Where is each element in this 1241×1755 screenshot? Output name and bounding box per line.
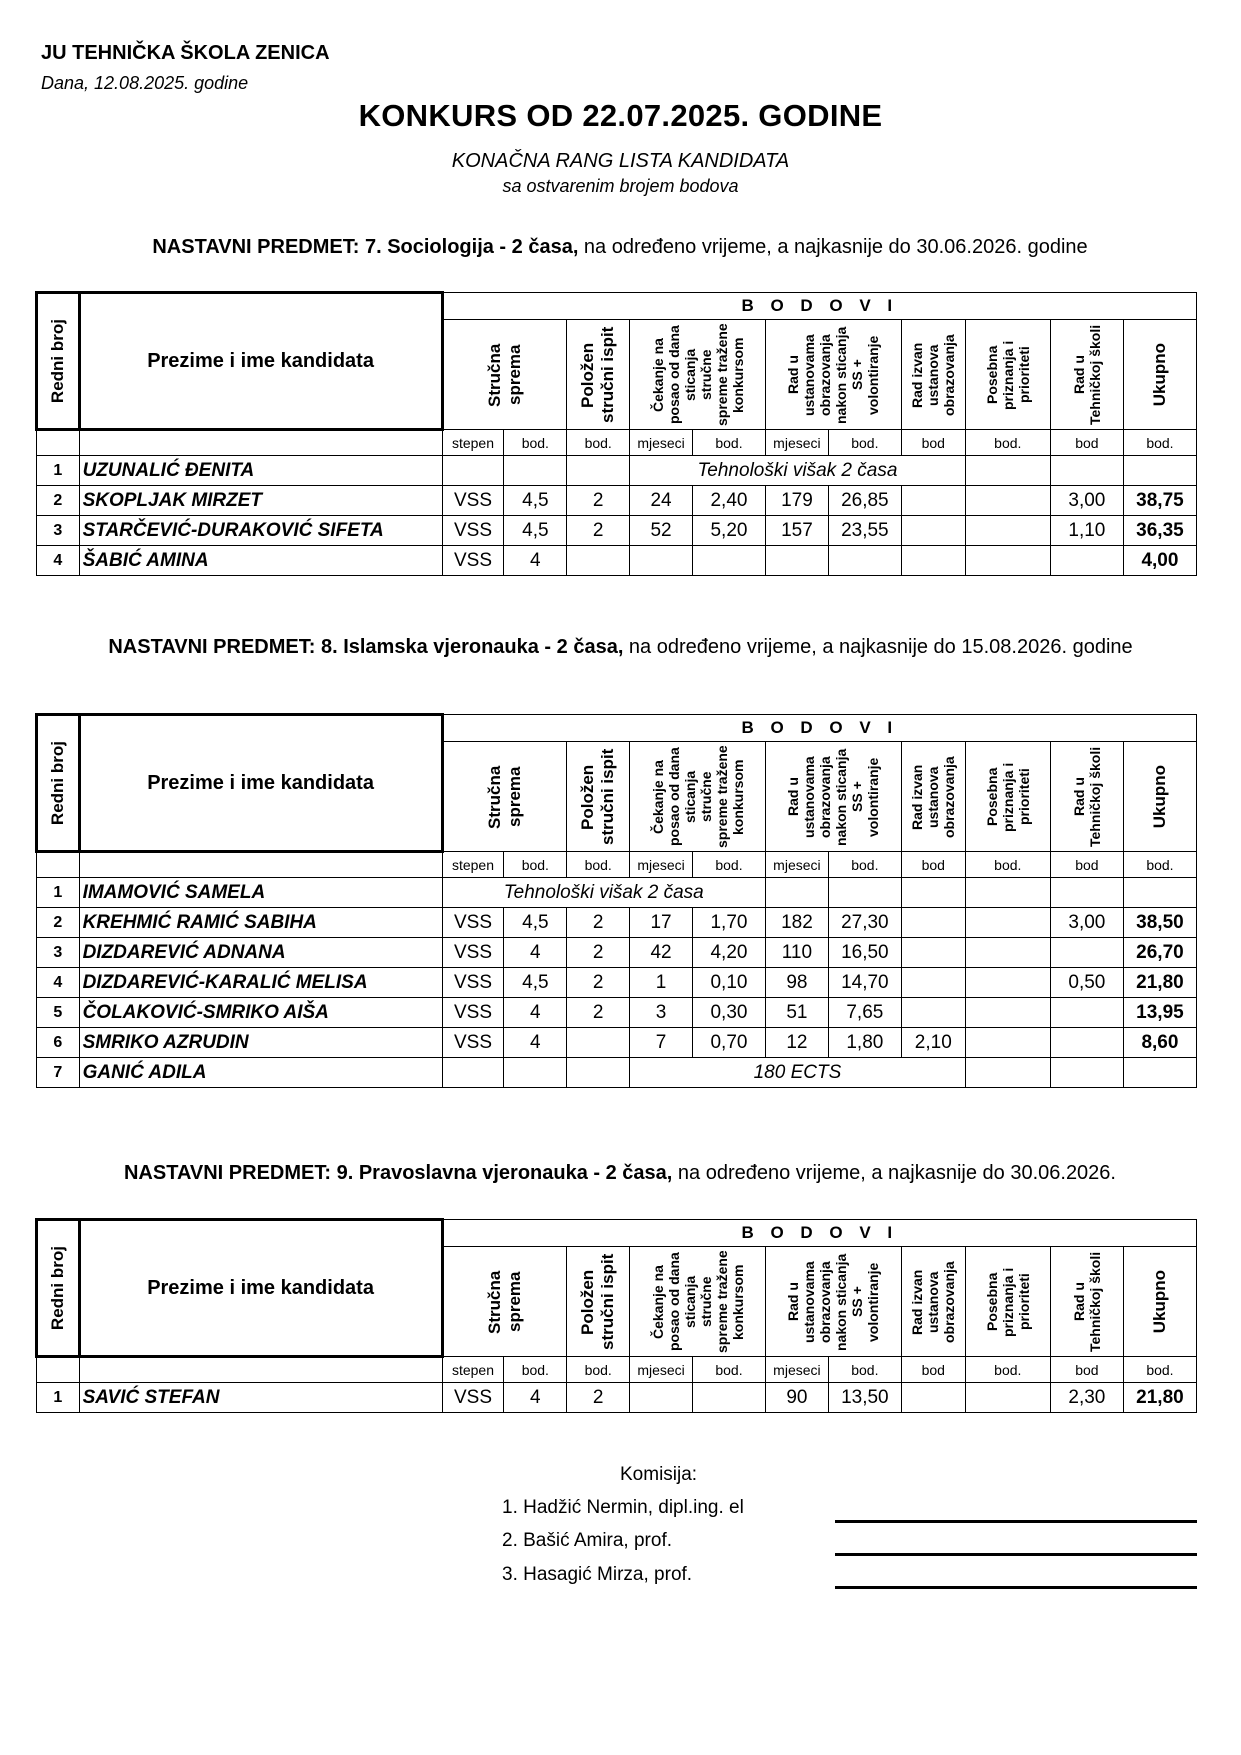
points-cell bbox=[901, 516, 965, 546]
points-cell: 0,30 bbox=[692, 998, 765, 1028]
column-header-rad-tehn bbox=[1050, 1247, 1123, 1357]
candidate-name: GANIĆ ADILA bbox=[79, 1058, 442, 1088]
unit-label: bod. bbox=[828, 1357, 901, 1383]
points-cell bbox=[567, 1058, 630, 1088]
points-cell: 3,00 bbox=[1050, 908, 1123, 938]
unit-label: stepen bbox=[442, 1357, 504, 1383]
points-cell: 42 bbox=[630, 938, 693, 968]
candidate-note: 180 ECTS bbox=[630, 1058, 966, 1088]
komisija-member: 3. Hasagić Mirza, prof. bbox=[502, 1564, 693, 1585]
total-points: 38,50 bbox=[1123, 908, 1196, 938]
unit-label: bod bbox=[1050, 1357, 1123, 1383]
points-cell: 157 bbox=[765, 516, 828, 546]
units-empty bbox=[37, 1357, 80, 1383]
points-cell bbox=[442, 456, 504, 486]
total-points: 36,35 bbox=[1123, 516, 1196, 546]
points-cell bbox=[692, 1383, 765, 1413]
rank-table bbox=[35, 291, 1197, 576]
redni-broj-header bbox=[37, 293, 80, 430]
points-cell bbox=[901, 546, 965, 576]
table-row bbox=[37, 938, 1197, 968]
points-cell bbox=[965, 486, 1050, 516]
points-cell bbox=[901, 878, 965, 908]
table-row bbox=[37, 1028, 1197, 1058]
rank-number: 4 bbox=[37, 968, 80, 998]
points-cell bbox=[504, 1058, 567, 1088]
subject-name: NASTAVNI PREDMET: 9. Pravoslavna vjeronauka - 2 časa, bbox=[123, 1162, 673, 1184]
points-cell: 13,50 bbox=[828, 1383, 901, 1413]
points-cell: 12 bbox=[765, 1028, 828, 1058]
points-cell: 4,5 bbox=[504, 908, 567, 938]
table-row bbox=[37, 968, 1197, 998]
points-cell: 4,5 bbox=[504, 486, 567, 516]
points-cell: 2 bbox=[567, 938, 630, 968]
points-cell: VSS bbox=[442, 1028, 504, 1058]
unit-label: bod. bbox=[504, 430, 567, 456]
points-cell: 4,5 bbox=[504, 968, 567, 998]
points-cell: VSS bbox=[442, 938, 504, 968]
points-cell: 182 bbox=[765, 908, 828, 938]
points-cell bbox=[567, 456, 630, 486]
redni-broj-label: Redni broj bbox=[47, 740, 67, 826]
bodovi-header: B O D O V I bbox=[442, 715, 1196, 742]
points-cell bbox=[504, 456, 567, 486]
column-header-label: Ukupno bbox=[1149, 764, 1169, 829]
column-header-ukupno bbox=[1123, 320, 1196, 430]
points-cell bbox=[965, 1028, 1050, 1058]
signature-line bbox=[835, 1520, 1197, 1523]
rank-number: 1 bbox=[37, 1383, 80, 1413]
points-cell: 0,70 bbox=[692, 1028, 765, 1058]
signature-line bbox=[835, 1586, 1197, 1589]
column-header-label: Čekanje na posao od dana sticanja stručne spreme tražene konkursom bbox=[649, 1250, 746, 1353]
points-cell: 2 bbox=[567, 968, 630, 998]
signature-line bbox=[835, 1553, 1197, 1556]
points-cell: VSS bbox=[442, 486, 504, 516]
candidate-note: Tehnološki višak 2 časa bbox=[630, 456, 966, 486]
points-cell bbox=[901, 938, 965, 968]
points-cell bbox=[965, 938, 1050, 968]
points-cell: 27,30 bbox=[828, 908, 901, 938]
points-cell bbox=[692, 546, 765, 576]
rank-number: 2 bbox=[37, 486, 80, 516]
subject-name: NASTAVNI PREDMET: 8. Islamska vjeronauka - 2 časa, bbox=[108, 636, 624, 658]
column-header-label: Rad u ustanovama obrazovanja nakon sticanja SS + volontiranje bbox=[785, 747, 882, 846]
komisija-member: 2. Bašić Amira, prof. bbox=[502, 1530, 673, 1551]
points-cell bbox=[442, 1058, 504, 1088]
unit-label: bod. bbox=[965, 430, 1050, 456]
unit-label: bod bbox=[901, 1357, 965, 1383]
points-cell: 98 bbox=[765, 968, 828, 998]
bodovi-header: B O D O V I bbox=[442, 293, 1196, 320]
candidate-name: KREHMIĆ RAMIĆ SABIHA bbox=[79, 908, 442, 938]
points-cell bbox=[965, 1058, 1050, 1088]
rank-number: 1 bbox=[37, 878, 80, 908]
points-cell: VSS bbox=[442, 546, 504, 576]
unit-label: bod bbox=[1050, 852, 1123, 878]
subject-terms: na određeno vrijeme, a najkasnije do 30.06.2026. godine bbox=[578, 236, 1088, 258]
unit-label: bod. bbox=[1123, 430, 1196, 456]
unit-label: bod bbox=[1050, 430, 1123, 456]
column-header-cekanje bbox=[630, 320, 766, 430]
points-cell: 2,40 bbox=[692, 486, 765, 516]
column-header-strucna bbox=[442, 742, 567, 852]
points-cell bbox=[965, 968, 1050, 998]
column-header-strucna bbox=[442, 320, 567, 430]
unit-label: bod. bbox=[504, 852, 567, 878]
column-header-polozen bbox=[567, 320, 630, 430]
points-cell: 23,55 bbox=[828, 516, 901, 546]
unit-label: bod. bbox=[1123, 852, 1196, 878]
column-header-label: Ukupno bbox=[1149, 1269, 1169, 1334]
points-cell: 4,5 bbox=[504, 516, 567, 546]
unit-label: bod. bbox=[692, 1357, 765, 1383]
column-header-ukupno bbox=[1123, 742, 1196, 852]
column-header-posebna bbox=[965, 1247, 1050, 1357]
unit-label: bod. bbox=[965, 1357, 1050, 1383]
column-header-label: Rad u Tehničkoj školi bbox=[1070, 746, 1103, 847]
points-cell: 1 bbox=[630, 968, 693, 998]
candidate-name-header: Prezime i ime kandidata bbox=[79, 1220, 442, 1357]
unit-label: bod. bbox=[1123, 1357, 1196, 1383]
points-cell bbox=[630, 1383, 693, 1413]
points-cell bbox=[1123, 878, 1196, 908]
points-cell: 4 bbox=[504, 1028, 567, 1058]
unit-label: bod. bbox=[828, 852, 901, 878]
rank-number: 7 bbox=[37, 1058, 80, 1088]
column-header-label: Položen stručni ispit bbox=[578, 748, 618, 845]
unit-label: stepen bbox=[442, 430, 504, 456]
unit-label: mjeseci bbox=[765, 430, 828, 456]
column-header-rad-u bbox=[765, 1247, 901, 1357]
column-header-cekanje bbox=[630, 1247, 766, 1357]
points-cell bbox=[901, 486, 965, 516]
candidate-name-header: Prezime i ime kandidata bbox=[79, 293, 442, 430]
unit-label: bod. bbox=[504, 1357, 567, 1383]
points-cell: 24 bbox=[630, 486, 693, 516]
column-header-rad-izvan bbox=[901, 320, 965, 430]
points-cell: 14,70 bbox=[828, 968, 901, 998]
points-cell: 2 bbox=[567, 1383, 630, 1413]
points-cell: 179 bbox=[765, 486, 828, 516]
column-header-label: Čekanje na posao od dana sticanja stručne spreme tražene konkursom bbox=[649, 745, 746, 848]
points-cell bbox=[965, 456, 1050, 486]
unit-label: bod. bbox=[567, 852, 630, 878]
table-row bbox=[37, 878, 1197, 908]
table-row bbox=[37, 486, 1197, 516]
points-cell: 4 bbox=[504, 1383, 567, 1413]
column-header-ukupno bbox=[1123, 1247, 1196, 1357]
rank-number: 6 bbox=[37, 1028, 80, 1058]
points-cell: 7 bbox=[630, 1028, 693, 1058]
points-cell: 2 bbox=[567, 486, 630, 516]
total-points: 38,75 bbox=[1123, 486, 1196, 516]
document-date: Dana, 12.08.2025. godine bbox=[41, 73, 249, 93]
points-cell bbox=[567, 546, 630, 576]
subject-terms: na određeno vrijeme, a najkasnije do 30.06.2026. bbox=[672, 1162, 1116, 1184]
table-row bbox=[37, 908, 1197, 938]
column-header-label: Posebna priznanja i prioriteti bbox=[983, 339, 1032, 410]
column-header-label: Rad izvan ustanova obrazovanja bbox=[909, 755, 958, 838]
points-cell bbox=[1050, 1028, 1123, 1058]
column-header-label: Stručna sprema bbox=[484, 764, 524, 829]
column-header-cekanje bbox=[630, 742, 766, 852]
points-cell: 4,20 bbox=[692, 938, 765, 968]
points-cell: 7,65 bbox=[828, 998, 901, 1028]
column-header-label: Stručna sprema bbox=[484, 1269, 524, 1334]
points-cell: VSS bbox=[442, 516, 504, 546]
column-header-label: Stručna sprema bbox=[484, 342, 524, 407]
points-cell: 110 bbox=[765, 938, 828, 968]
komisija-member: 1. Hadžić Nermin, dipl.ing. el bbox=[502, 1497, 744, 1518]
points-cell bbox=[1050, 546, 1123, 576]
total-points: 21,80 bbox=[1123, 968, 1196, 998]
table-row bbox=[37, 1383, 1197, 1413]
points-cell: 4 bbox=[504, 938, 567, 968]
unit-label: bod. bbox=[567, 1357, 630, 1383]
units-empty bbox=[37, 852, 80, 878]
subject-heading bbox=[101, 633, 1141, 661]
komisija-label: Komisija: bbox=[620, 1464, 698, 1485]
points-cell bbox=[965, 516, 1050, 546]
rank-number: 4 bbox=[37, 546, 80, 576]
points-cell bbox=[567, 1028, 630, 1058]
table-row bbox=[37, 516, 1197, 546]
points-cell: VSS bbox=[442, 908, 504, 938]
unit-label: bod bbox=[901, 852, 965, 878]
points-cell: 5,20 bbox=[692, 516, 765, 546]
unit-label: mjeseci bbox=[630, 430, 693, 456]
points-cell: 3,00 bbox=[1050, 486, 1123, 516]
points-cell: 4 bbox=[504, 998, 567, 1028]
table-row bbox=[37, 1058, 1197, 1088]
redni-broj-header bbox=[37, 1220, 80, 1357]
points-cell: 1,80 bbox=[828, 1028, 901, 1058]
total-points: 4,00 bbox=[1123, 546, 1196, 576]
points-cell: 2 bbox=[567, 908, 630, 938]
column-header-rad-u bbox=[765, 742, 901, 852]
column-header-rad-tehn bbox=[1050, 320, 1123, 430]
redni-broj-header bbox=[37, 715, 80, 852]
points-cell: VSS bbox=[442, 968, 504, 998]
bodovi-header: B O D O V I bbox=[442, 1220, 1196, 1247]
rank-number: 1 bbox=[37, 456, 80, 486]
column-header-rad-tehn bbox=[1050, 742, 1123, 852]
list-subtitle: sa ostvarenim brojem bodova bbox=[502, 176, 739, 196]
rank-table bbox=[35, 1218, 1197, 1413]
candidate-name: DIZDAREVIĆ-KARALIĆ MELISA bbox=[79, 968, 442, 998]
rank-number: 3 bbox=[37, 516, 80, 546]
unit-label: mjeseci bbox=[765, 1357, 828, 1383]
points-cell: 1,10 bbox=[1050, 516, 1123, 546]
points-cell bbox=[965, 1383, 1050, 1413]
points-cell bbox=[828, 546, 901, 576]
candidate-note: Tehnološki višak 2 časa bbox=[442, 878, 765, 908]
points-cell bbox=[901, 998, 965, 1028]
table-row bbox=[37, 998, 1197, 1028]
rank-number: 5 bbox=[37, 998, 80, 1028]
candidate-name: SKOPLJAK MIRZET bbox=[79, 486, 442, 516]
points-cell: 4 bbox=[504, 546, 567, 576]
points-cell: 51 bbox=[765, 998, 828, 1028]
column-header-label: Posebna priznanja i prioriteti bbox=[983, 1266, 1032, 1337]
candidate-name: SMRIKO AZRUDIN bbox=[79, 1028, 442, 1058]
points-cell bbox=[965, 546, 1050, 576]
subject-heading bbox=[40, 233, 1200, 261]
unit-label: mjeseci bbox=[765, 852, 828, 878]
points-cell: 1,70 bbox=[692, 908, 765, 938]
points-cell bbox=[965, 998, 1050, 1028]
units-empty bbox=[79, 1357, 442, 1383]
redni-broj-label: Redni broj bbox=[47, 318, 67, 404]
points-cell: 2,30 bbox=[1050, 1383, 1123, 1413]
column-header-label: Čekanje na posao od dana sticanja stručne spreme tražene konkursom bbox=[649, 323, 746, 426]
points-cell: 16,50 bbox=[828, 938, 901, 968]
unit-label: mjeseci bbox=[630, 852, 693, 878]
units-empty bbox=[79, 852, 442, 878]
subject-terms: na određeno vrijeme, a najkasnije do 15.08.2026. godine bbox=[623, 636, 1133, 658]
column-header-label: Rad u Tehničkoj školi bbox=[1070, 1251, 1103, 1352]
rank-table bbox=[35, 713, 1197, 1088]
points-cell bbox=[901, 908, 965, 938]
unit-label: stepen bbox=[442, 852, 504, 878]
column-header-label: Ukupno bbox=[1149, 342, 1169, 407]
points-cell: 2 bbox=[567, 998, 630, 1028]
column-header-label: Rad izvan ustanova obrazovanja bbox=[909, 1260, 958, 1343]
candidate-name-header: Prezime i ime kandidata bbox=[79, 715, 442, 852]
unit-label: bod. bbox=[692, 852, 765, 878]
column-header-label: Položen stručni ispit bbox=[578, 326, 618, 423]
candidate-name: ŠABIĆ AMINA bbox=[79, 546, 442, 576]
column-header-rad-izvan bbox=[901, 742, 965, 852]
page-title: KONKURS OD 22.07.2025. GODINE bbox=[358, 98, 883, 133]
points-cell bbox=[901, 1383, 965, 1413]
points-cell: VSS bbox=[442, 998, 504, 1028]
points-cell bbox=[1050, 938, 1123, 968]
unit-label: bod. bbox=[567, 430, 630, 456]
column-header-label: Rad u ustanovama obrazovanja nakon sticanja SS + volontiranje bbox=[785, 325, 882, 424]
candidate-name: IMAMOVIĆ SAMELA bbox=[79, 878, 442, 908]
points-cell: 26,85 bbox=[828, 486, 901, 516]
table-row bbox=[37, 546, 1197, 576]
column-header-label: Rad u Tehničkoj školi bbox=[1070, 324, 1103, 425]
unit-label: bod bbox=[901, 430, 965, 456]
subject-heading bbox=[40, 1159, 1200, 1187]
total-points: 13,95 bbox=[1123, 998, 1196, 1028]
points-cell bbox=[901, 968, 965, 998]
column-header-rad-izvan bbox=[901, 1247, 965, 1357]
column-header-posebna bbox=[965, 742, 1050, 852]
points-cell bbox=[1050, 456, 1123, 486]
points-cell: 90 bbox=[765, 1383, 828, 1413]
unit-label: mjeseci bbox=[630, 1357, 693, 1383]
unit-label: bod. bbox=[692, 430, 765, 456]
points-cell bbox=[965, 878, 1050, 908]
total-points: 26,70 bbox=[1123, 938, 1196, 968]
total-points: 8,60 bbox=[1123, 1028, 1196, 1058]
points-cell: 0,50 bbox=[1050, 968, 1123, 998]
column-header-label: Položen stručni ispit bbox=[578, 1253, 618, 1350]
candidate-name: UZUNALIĆ ĐENITA bbox=[79, 456, 442, 486]
units-empty bbox=[79, 430, 442, 456]
units-empty bbox=[37, 430, 80, 456]
unit-label: bod. bbox=[965, 852, 1050, 878]
candidate-name: DIZDAREVIĆ ADNANA bbox=[79, 938, 442, 968]
points-cell bbox=[630, 546, 693, 576]
total-points: 21,80 bbox=[1123, 1383, 1196, 1413]
column-header-strucna bbox=[442, 1247, 567, 1357]
points-cell bbox=[965, 908, 1050, 938]
candidate-name: STARČEVIĆ-DURAKOVIĆ SIFETA bbox=[79, 516, 442, 546]
column-header-label: Rad izvan ustanova obrazovanja bbox=[909, 333, 958, 416]
points-cell: VSS bbox=[442, 1383, 504, 1413]
points-cell bbox=[1050, 878, 1123, 908]
candidate-name: SAVIĆ STEFAN bbox=[79, 1383, 442, 1413]
column-header-label: Posebna priznanja i prioriteti bbox=[983, 761, 1032, 832]
points-cell: 17 bbox=[630, 908, 693, 938]
table-row bbox=[37, 456, 1197, 486]
column-header-polozen bbox=[567, 1247, 630, 1357]
candidate-name: ČOLAKOVIĆ-SMRIKO AIŠA bbox=[79, 998, 442, 1028]
column-header-rad-u bbox=[765, 320, 901, 430]
points-cell bbox=[1050, 998, 1123, 1028]
subject-name: NASTAVNI PREDMET: 7. Sociologija - 2 časa, bbox=[152, 236, 579, 258]
unit-label: bod. bbox=[828, 430, 901, 456]
school-name: JU TEHNIČKA ŠKOLA ZENICA bbox=[41, 42, 330, 64]
points-cell bbox=[1123, 456, 1196, 486]
points-cell: 0,10 bbox=[692, 968, 765, 998]
column-header-label: Rad u ustanovama obrazovanja nakon sticanja SS + volontiranje bbox=[785, 1252, 882, 1351]
points-cell bbox=[765, 878, 828, 908]
points-cell bbox=[1123, 1058, 1196, 1088]
points-cell: 2,10 bbox=[901, 1028, 965, 1058]
list-title: KONAČNA RANG LISTA KANDIDATA bbox=[451, 150, 790, 172]
redni-broj-label: Redni broj bbox=[47, 1245, 67, 1331]
points-cell: 2 bbox=[567, 516, 630, 546]
rank-number: 3 bbox=[37, 938, 80, 968]
points-cell: 3 bbox=[630, 998, 693, 1028]
column-header-posebna bbox=[965, 320, 1050, 430]
rank-number: 2 bbox=[37, 908, 80, 938]
column-header-polozen bbox=[567, 742, 630, 852]
points-cell: 52 bbox=[630, 516, 693, 546]
points-cell bbox=[1050, 1058, 1123, 1088]
points-cell bbox=[765, 546, 828, 576]
points-cell bbox=[828, 878, 901, 908]
